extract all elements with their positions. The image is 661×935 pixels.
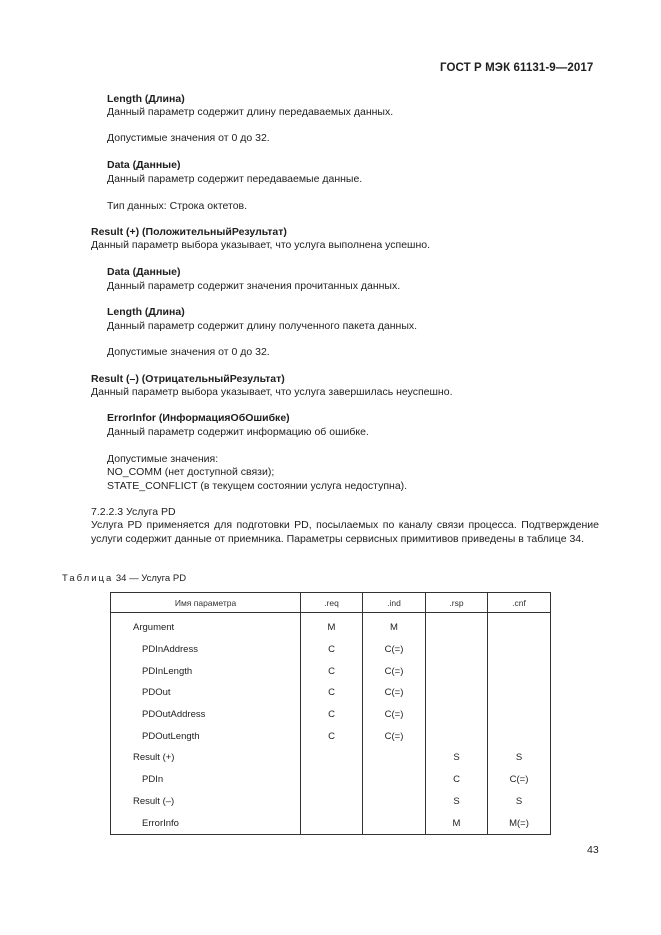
parameter-name-cell: PDInAddress [111, 639, 301, 661]
data-description: Данный параметр содержит передаваемые данные. [107, 173, 363, 185]
ind-cell: C(=) [363, 660, 426, 682]
errorinfo-title: ErrorInfor (ИнформацияОбОшибке) [107, 412, 290, 424]
ind-cell: C(=) [363, 725, 426, 747]
parameter-name-cell: PDInLength [111, 660, 301, 682]
table-row [111, 812, 551, 834]
header-req: .req [301, 593, 363, 613]
page-number: 43 [587, 844, 599, 856]
req-cell: C [301, 682, 363, 704]
allowed-value-no-comm: NO_COMM (нет доступной связи); [107, 466, 275, 478]
document-header: ГОСТ Р МЭК 61131-9—2017 [440, 62, 594, 74]
ind-cell [363, 812, 426, 834]
cnf-cell: M(=) [488, 812, 551, 834]
req-cell: C [301, 704, 363, 726]
ind-cell [363, 791, 426, 813]
ind-cell: C(=) [363, 682, 426, 704]
section-heading: 7.2.2.3 Услуга PD [91, 506, 176, 518]
rsp-cell [426, 725, 488, 747]
table-row [111, 704, 551, 726]
req-cell [301, 769, 363, 791]
req-cell: C [301, 660, 363, 682]
ind-cell: M [363, 613, 426, 639]
rsp-cell: S [426, 791, 488, 813]
rsp-cell [426, 660, 488, 682]
req-cell: C [301, 725, 363, 747]
length-received-allowed-values: Допустимые значения от 0 до 32. [107, 346, 270, 358]
rsp-cell [426, 704, 488, 726]
allowed-value-state-conflict: STATE_CONFLICT (в текущем состоянии услуга недоступна). [107, 480, 408, 492]
rsp-cell: S [426, 747, 488, 769]
req-cell [301, 747, 363, 769]
result-negative-description: Данный параметр выбора указывает, что услуга завершилась неуспешно. [91, 386, 453, 398]
section-body: Услуга PD применяется для подготовки PD, посылаемых по каналу связи процесса. Подтверждение услуги содержит данные от приемника. Параметры сервисных примитивов приведены в таблице 34. [91, 519, 599, 545]
data-title: Data (Данные) [107, 159, 181, 171]
allowed-values-label: Допустимые значения: [107, 453, 219, 465]
data-type: Тип данных: Строка октетов. [107, 200, 248, 212]
parameter-name-cell: Argument [111, 613, 301, 639]
table-row [111, 791, 551, 813]
table-row [111, 682, 551, 704]
header-ind: .ind [363, 593, 426, 613]
parameter-name-cell: PDOutAddress [111, 704, 301, 726]
cnf-cell [488, 725, 551, 747]
length-received-description: Данный параметр содержит длину полученного пакета данных. [107, 320, 418, 332]
header-parameter-name: Имя параметра [111, 593, 301, 613]
req-cell [301, 791, 363, 813]
header-cnf: .cnf [488, 593, 551, 613]
cnf-cell [488, 613, 551, 639]
result-positive-description: Данный параметр выбора указывает, что услуга выполнена успешно. [91, 239, 431, 251]
table-row [111, 769, 551, 791]
data-read-title: Data (Данные) [107, 266, 181, 278]
data-read-description: Данный параметр содержит значения прочитанных данных. [107, 280, 401, 292]
parameter-name-cell: ErrorInfo [111, 812, 301, 834]
rsp-cell: M [426, 812, 488, 834]
rsp-cell: C [426, 769, 488, 791]
cnf-cell [488, 639, 551, 661]
table-caption-prefix: Таблица [62, 573, 114, 584]
ind-cell [363, 769, 426, 791]
ind-cell: C(=) [363, 704, 426, 726]
table-row [111, 660, 551, 682]
table-caption-title: 34 — Услуга PD [115, 573, 187, 584]
cnf-cell [488, 704, 551, 726]
length-title: Length (Длина) [107, 93, 185, 105]
rsp-cell [426, 682, 488, 704]
rsp-cell [426, 613, 488, 639]
length-description: Данный параметр содержит длину передаваемых данных. [107, 106, 394, 118]
table-header-row [111, 593, 551, 613]
result-negative-title: Result (–) (ОтрицательныйРезультат) [91, 373, 285, 385]
req-cell [301, 812, 363, 834]
errorinfo-description: Данный параметр содержит информацию об ошибке. [107, 426, 369, 438]
table-row [111, 725, 551, 747]
table-row [111, 747, 551, 769]
parameter-name-cell: Result (–) [111, 791, 301, 813]
pd-service-table [110, 592, 551, 835]
parameter-name-cell: PDOut [111, 682, 301, 704]
ind-cell: C(=) [363, 639, 426, 661]
length-allowed-values: Допустимые значения от 0 до 32. [107, 132, 270, 144]
header-rsp: .rsp [426, 593, 488, 613]
table-row [111, 639, 551, 661]
parameter-name-cell: PDIn [111, 769, 301, 791]
cnf-cell [488, 660, 551, 682]
parameter-name-cell: Result (+) [111, 747, 301, 769]
length-received-title: Length (Длина) [107, 306, 185, 318]
cnf-cell: S [488, 791, 551, 813]
table-row [111, 613, 551, 639]
result-positive-title: Result (+) (ПоложительныйРезультат) [91, 226, 287, 238]
ind-cell [363, 747, 426, 769]
cnf-cell: C(=) [488, 769, 551, 791]
table-caption [62, 573, 186, 584]
req-cell: M [301, 613, 363, 639]
req-cell: C [301, 639, 363, 661]
rsp-cell [426, 639, 488, 661]
parameter-name-cell: PDOutLength [111, 725, 301, 747]
cnf-cell: S [488, 747, 551, 769]
cnf-cell [488, 682, 551, 704]
